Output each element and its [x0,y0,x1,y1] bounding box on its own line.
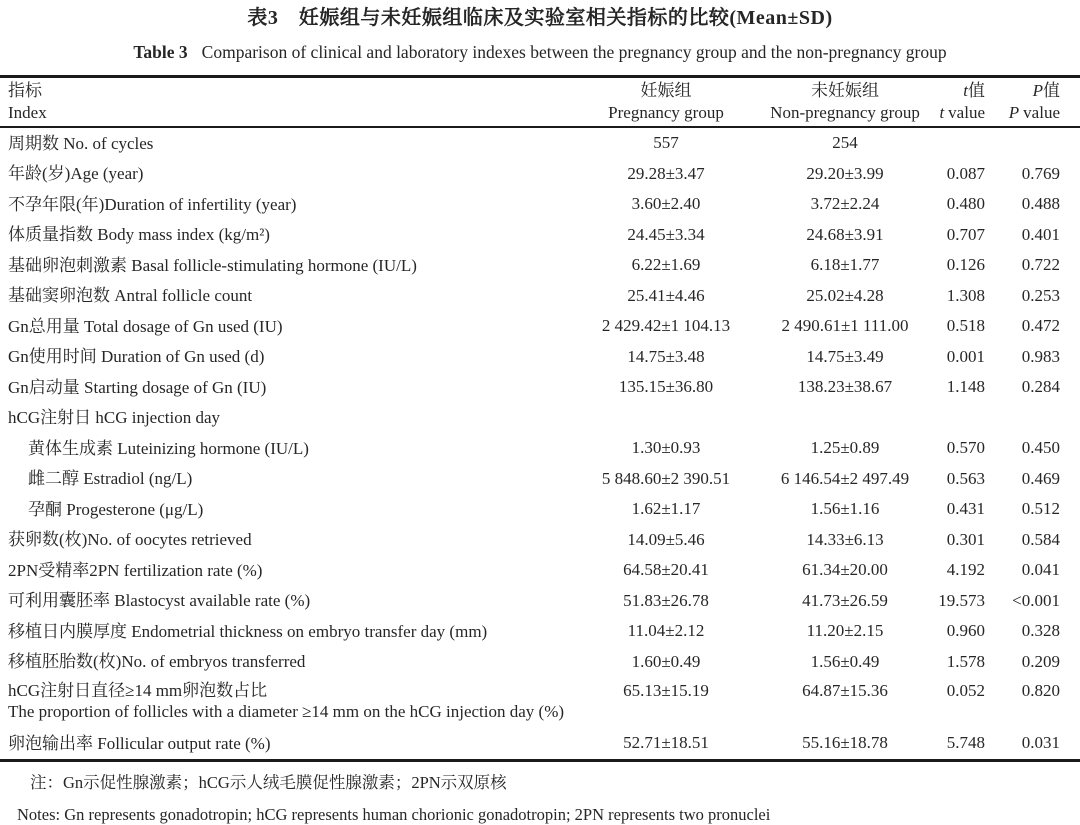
non-pregnancy-value: 1.25±0.89 [810,438,880,458]
non-pregnancy-value: 254 [832,133,858,153]
table-body [0,128,1080,759]
row-label [0,733,572,754]
t-value: 5.748 [946,733,985,753]
non-pregnancy-value: 24.68±3.91 [806,224,884,244]
row-label [0,651,572,672]
pregnancy-value: 5 848.60±2 390.51 [601,468,731,488]
row-label-line1: 获卵数(枚)No. of oocytes retrieved [8,530,252,550]
note-en: Notes: Gn represents gonadotropin; hCG represents human chorionic gonadotropin; 2PN represents two pronuclei [17,804,771,824]
t-suffix-en: value [948,103,985,122]
p-value: 0.472 [1021,316,1060,336]
t-value: 19.573 [938,590,985,610]
non-pregnancy-value: 29.20±3.99 [806,163,884,183]
table-row [0,464,1080,495]
table-row [0,555,1080,586]
non-pregnancy-value: 6.18±1.77 [810,255,880,275]
row-label [0,499,572,520]
header-p-value [990,80,1080,124]
row-label [0,468,572,489]
p-value: 0.820 [1021,681,1060,700]
non-pregnancy-value: 41.73±26.59 [802,590,888,610]
pregnancy-value: 24.45±3.34 [627,224,705,244]
table-row [0,494,1080,525]
non-pregnancy-value: 14.75±3.49 [806,346,884,366]
table-number-label: Table 3 [133,42,188,62]
row-label [0,560,572,581]
non-pregnancy-value: 6 146.54±2 497.49 [780,468,910,488]
non-pregnancy-value: 14.33±6.13 [806,529,884,549]
row-label [0,438,572,459]
row-label [0,133,572,154]
p-symbol-en: P [1008,103,1020,122]
row-label-line1: 年龄(岁)Age (year) [8,164,144,184]
header-non-pregnancy-en: Non-pregnancy group [770,103,920,122]
table-title-en [0,41,1080,64]
row-label-line1: 不孕年限(年)Duration of infertility (year) [8,194,297,214]
header-non-pregnancy-zh: 未妊娠组 [811,81,879,100]
table-row [0,220,1080,251]
p-value: 0.209 [1021,651,1060,671]
p-symbol: P [1032,81,1043,100]
row-label-line1: 2PN受精率2PN fertilization rate (%) [8,560,263,580]
p-suffix-zh: 值 [1043,81,1060,100]
row-label [0,255,572,276]
header-index [0,80,572,124]
row-label-line1: 孕酮 Progesterone (μg/L) [28,499,204,519]
table-row [0,525,1080,556]
row-label-line1: Gn使用时间 Duration of Gn used (d) [8,347,265,367]
row-label-line1: 体质量指数 Body mass index (kg/m²) [8,225,270,245]
row-label [0,316,572,337]
table-title-en-text: Comparison of clinical and laboratory indexes between the pregnancy group and the non-pregnancy group [201,42,947,62]
non-pregnancy-value: 61.34±20.00 [802,560,888,580]
p-value: 0.512 [1021,499,1060,519]
t-value: 0.518 [946,316,985,336]
p-value: 0.041 [1021,560,1060,580]
non-pregnancy-value: 64.87±15.36 [802,681,888,700]
table-row [0,159,1080,190]
row-label-line1: 周期数 No. of cycles [8,133,154,153]
table-row [0,311,1080,342]
row-label [0,590,572,611]
row-label-line1: 雌二醇 Estradiol (ng/L) [28,469,193,489]
table-row [0,647,1080,678]
table-row [0,281,1080,312]
t-value: 0.480 [946,194,985,214]
row-label [0,377,572,398]
row-label [0,407,572,428]
t-value: 0.570 [946,438,985,458]
pregnancy-value: 29.28±3.47 [627,163,705,183]
non-pregnancy-value: 25.02±4.28 [806,285,884,305]
p-value: 0.983 [1021,346,1060,366]
t-value: 1.578 [946,651,985,671]
pregnancy-value: 3.60±2.40 [631,194,701,214]
pregnancy-value: 64.58±20.41 [623,560,709,580]
note-zh: 注：Gn示促性腺激素；hCG示人绒毛膜促性腺激素；2PN示双原核 [30,772,507,792]
p-value: 0.328 [1021,621,1060,641]
p-value: 0.284 [1021,377,1060,397]
t-value: 0.087 [946,163,985,183]
pregnancy-value: 557 [653,133,679,153]
row-label-line2: The proportion of follicles with a diameter ≥14 mm on the hCG injection day (%) [8,702,565,721]
table-row [0,250,1080,281]
header-t-value [930,80,990,124]
table-header [0,78,1080,128]
row-label-line1: 卵泡输出率 Follicular output rate (%) [8,733,271,753]
pregnancy-value: 51.83±26.78 [623,590,709,610]
t-value: 0.052 [946,681,985,700]
row-label [0,224,572,245]
pregnancy-value: 2 429.42±1 104.13 [601,316,731,336]
non-pregnancy-value: 55.16±18.78 [802,733,888,753]
pregnancy-value: 135.15±36.80 [618,377,714,397]
non-pregnancy-value: 1.56±1.16 [810,499,880,519]
p-value: 0.488 [1021,194,1060,214]
header-index-zh: 指标 [8,81,42,100]
row-label-line1: 基础窦卵泡数 Antral follicle count [8,286,253,306]
row-label [0,680,572,722]
t-value: 0.563 [946,468,985,488]
row-label-line1: Gn总用量 Total dosage of Gn used (IU) [8,316,283,336]
row-label-line1: 黄体生成素 Luteinizing hormone (IU/L) [28,438,309,458]
p-suffix-en: value [1023,103,1060,122]
row-label [0,346,572,367]
p-value: 0.469 [1021,468,1060,488]
row-label-line1: Gn启动量 Starting dosage of Gn (IU) [8,377,267,397]
p-value: 0.450 [1021,438,1060,458]
non-pregnancy-value: 3.72±2.24 [810,194,880,214]
row-label-line1: 基础卵泡刺激素 Basal follicle-stimulating hormone (IU/L) [8,255,417,275]
non-pregnancy-value: 1.56±0.49 [810,651,880,671]
pregnancy-value: 14.09±5.46 [627,529,705,549]
t-value: 0.001 [946,346,985,366]
non-pregnancy-value: 2 490.61±1 111.00 [781,316,909,336]
t-value: 0.431 [946,499,985,519]
pregnancy-value: 1.30±0.93 [631,438,701,458]
table-row [0,403,1080,434]
t-symbol-en: t [939,103,945,122]
row-label-line1: 移植胚胎数(枚)No. of embryos transferred [8,652,306,672]
t-value: 0.960 [946,621,985,641]
p-value: 0.722 [1021,255,1060,275]
pregnancy-value: 1.60±0.49 [631,651,701,671]
table-row [0,189,1080,220]
p-value: <0.001 [1012,590,1060,610]
row-label [0,529,572,550]
row-label [0,285,572,306]
header-index-en: Index [8,103,47,122]
row-label [0,194,572,215]
table-row [0,128,1080,159]
pregnancy-value: 25.41±4.46 [627,285,705,305]
comparison-table [0,75,1080,762]
t-value: 1.148 [946,377,985,397]
table-row [0,728,1080,759]
row-label-line1: hCG注射日直径≥14 mm卵泡数占比 [8,681,268,700]
row-label [0,621,572,642]
non-pregnancy-value: 11.20±2.15 [806,621,884,641]
p-value: 0.401 [1021,224,1060,244]
p-value: 0.584 [1021,529,1060,549]
row-label-line1: 可利用囊胚率 Blastocyst available rate (%) [8,591,311,611]
pregnancy-value: 6.22±1.69 [631,255,701,275]
t-value: 4.192 [946,560,985,580]
t-value: 0.126 [946,255,985,275]
table-row [0,372,1080,403]
table-row [0,342,1080,373]
header-non-pregnancy-group [760,80,930,124]
pregnancy-value: 11.04±2.12 [627,621,705,641]
row-label-line1: 移植日内膜厚度 Endometrial thickness on embryo transfer day (mm) [8,621,488,641]
header-pregnancy-group [572,80,760,124]
row-label [0,163,572,184]
row-label-line1: hCG注射日 hCG injection day [8,408,221,428]
pregnancy-value: 52.71±18.51 [623,733,709,753]
p-value: 0.031 [1021,733,1060,753]
non-pregnancy-value: 138.23±38.67 [797,377,893,397]
p-value: 0.253 [1021,285,1060,305]
pregnancy-value: 14.75±3.48 [627,346,705,366]
t-value: 1.308 [946,285,985,305]
header-pregnancy-zh: 妊娠组 [640,81,692,100]
table-row [0,677,1080,728]
pregnancy-value: 65.13±15.19 [623,681,709,700]
t-value: 0.707 [946,224,985,244]
header-pregnancy-en: Pregnancy group [608,103,724,122]
table-row [0,586,1080,617]
t-value: 0.301 [946,529,985,549]
pregnancy-value: 1.62±1.17 [631,499,701,519]
t-suffix-zh: 值 [968,81,985,100]
table-row [0,616,1080,647]
table-title-zh: 表3 妊娠组与未妊娠组临床及实验室相关指标的比较(Mean±SD) [247,7,833,29]
p-value: 0.769 [1021,163,1060,183]
t-symbol: t [963,81,968,100]
table-row [0,433,1080,464]
